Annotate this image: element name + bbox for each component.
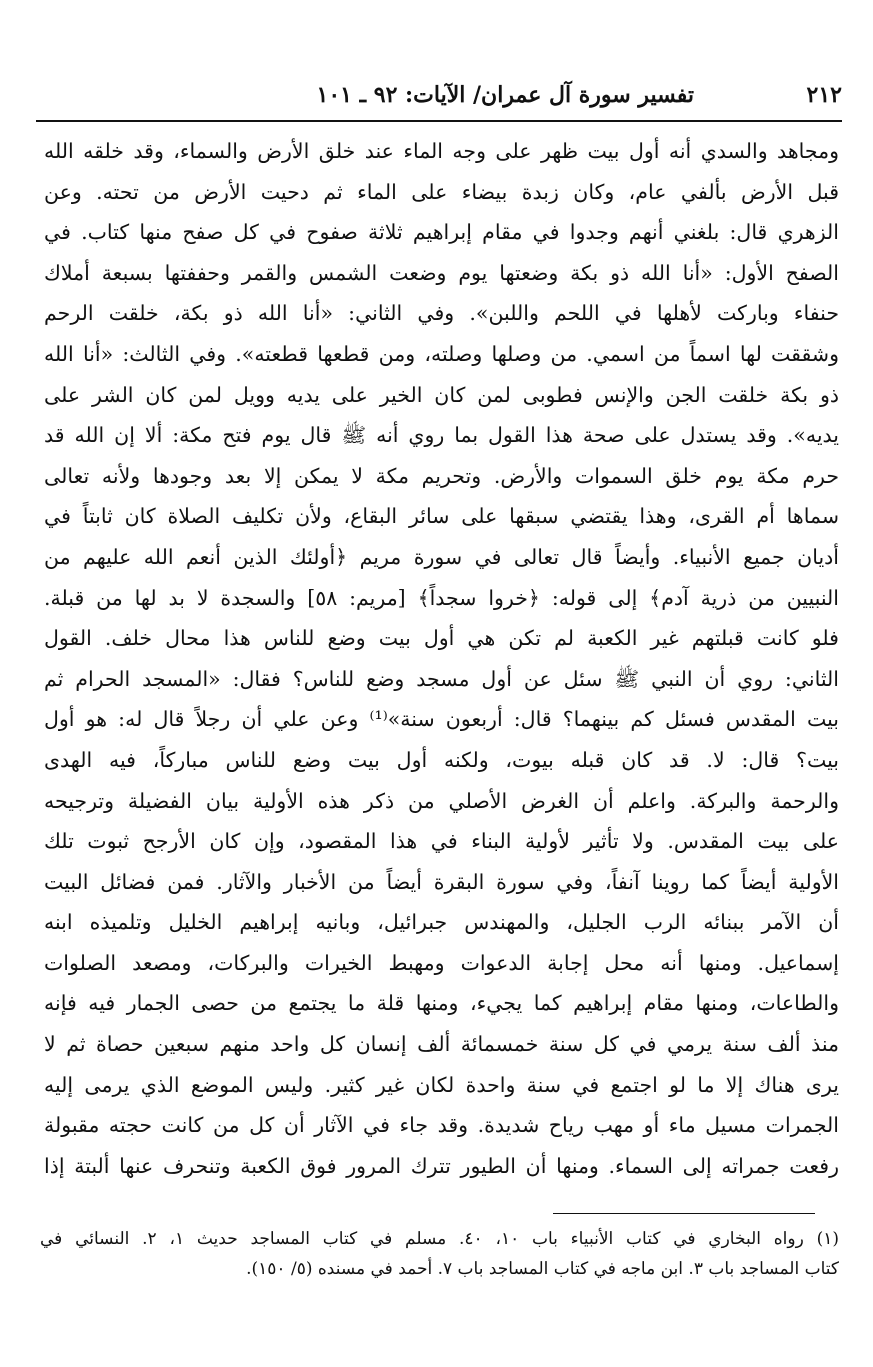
text-line: الزهري قال: بلغني أنهم وجدوا في مقام إبراهيم ثلاثة صفوح في كل صفح منها كتاب. في [44, 220, 839, 245]
running-header [36, 82, 842, 116]
text-line: حنفاء وباركت لأهلها في اللحم واللبن». وفي الثاني: «أنا الله ذو بكة، خلقت الرحم [44, 301, 839, 326]
footnotes [40, 1224, 839, 1284]
text-line: إسماعيل. ومنها أنه محل إجابة الدعوات ومهبط الخيرات والبركات، ومصعد الصلوات [44, 950, 839, 975]
text-line: الجمرات مسيل ماء أو مهب رياح شديدة. وقد جاء في الآثار أن كل من كانت حجته مقبولة [44, 1113, 839, 1138]
text-line: منذ ألف سنة يرمي في كل سنة خمسمائة ألف إنسان كل واحد منهم سبعين حصاة ثم لا [44, 1032, 839, 1057]
header-divider [36, 120, 842, 122]
text-line: يرى هناك إلا ما لو اجتمع في سنة واحدة لكان غير كثير. وليس الموضع الذي يرمى إليه [44, 1072, 839, 1097]
text-line: أديان جميع الأنبياء. وأيضاً قال تعالى في سورة مريم ﴿أولئك الذين أنعم الله عليهم من [44, 544, 839, 569]
text-line: على بيت المقدس. ولا تأثير لأولية البناء في هذا المقصود، وإن كان الأرجح ثبوت تلك [44, 829, 839, 854]
text-line: والطاعات، ومنها مقام إبراهيم كما يجيء، ومنها قلة ما يجتمع من حصى الجمار فيه فإنه [44, 991, 839, 1016]
text-line: قبل الأرض بألفي عام، وكان زبدة بيضاء على الماء ثم دحيت الأرض من تحته. وعن [44, 179, 839, 204]
footnote-line: (١) رواه البخاري في كتاب الأنبياء باب ١٠، ٤٠. مسلم في كتاب المساجد حديث ١، ٢. النسائي في [40, 1229, 840, 1249]
text-line: والرحمة والبركة. واعلم أن الغرض الأصلي من ذكر هذه الأولية بيان الفضيلة وترجيحه [44, 788, 839, 813]
running-title: تفسير سورة آل عمران/ الآيات: ٩٢ ـ ١٠١ [316, 82, 694, 108]
text-line: الصفح الأول: «أنا الله ذو بكة وضعتها يوم وضعت الشمس والقمر وحففتها بسبعة أملاك [44, 260, 839, 285]
text-line: سماها أم القرى، وهذا يقتضي سبقها على سائر البقاع، ولأن تكليف الصلاة كان ثابتاً في [44, 504, 839, 529]
text-line: الأولية أيضاً كما روينا آنفاً، وفي سورة البقرة أيضاً من الأخبار والآثار. فمن فضائل البيت [44, 869, 839, 894]
text-line: الثاني: روي أن النبي ﷺ سئل عن أول مسجد وضع للناس؟ فقال: «المسجد الحرام ثم [44, 666, 839, 691]
text-line: وشققت لها اسماً من اسمي. من وصلها وصلته، ومن قطعها قطعته». وفي الثالث: «أنا الله [44, 341, 839, 366]
text-line: بيت؟ قال: لا. قد كان قبله بيوت، ولكنه أول بيت وضع للناس مباركاً، فيه الهدى [44, 747, 839, 772]
body-text [44, 131, 839, 1186]
text-line: ذو بكة خلقت الجن والإنس فطوبى لمن كان الخير على يديه وويل لمن كان الشر على [44, 382, 839, 407]
footnote-divider [553, 1213, 815, 1214]
text-line: ومجاهد والسدي أنه أول بيت ظهر على وجه الماء عند خلق الأرض والسماء، وقد خلقه الله [44, 139, 839, 163]
footnote-line: كتاب المساجد باب ٣. ابن ماجه في كتاب المساجد باب ٧. أحمد في مسنده (٥/ ١٥٠). [246, 1259, 839, 1279]
text-line: النبيين من ذرية آدم﴾ إلى قوله: ﴿خروا سجداً﴾ [مريم: ٥٨] والسجدة لا بد لها من قبلة. [44, 585, 839, 610]
page-number: ٢١٢ [806, 82, 842, 108]
text-line: فلو كانت قبلتهم غير الكعبة لم تكن هي أول بيت وضع للناس هذا محال خلف. القول [44, 626, 839, 651]
text-line: حرم مكة يوم خلق السموات والأرض. وتحريم مكة لا يمكن إلا بعد وجودها ولأنه تعالى [44, 463, 839, 488]
text-line: يديه». وقد يستدل على صحة هذا القول بما روي أنه ﷺ قال يوم فتح مكة: ألا إن الله قد [44, 423, 839, 448]
text-line: بيت المقدس فسئل كم بينهما؟ قال: أربعون سنة»⁽¹⁾ وعن علي أن رجلاً قال له: هو أول [44, 707, 839, 732]
text-line: أن الآمر ببنائه الرب الجليل، والمهندس جبرائيل، وبانيه إبراهيم الخليل وتلميذه ابنه [44, 910, 839, 935]
text-line: رفعت جمراته إلى السماء. ومنها أن الطيور تترك المرور فوق الكعبة وتنحرف عنها ألبتة إذا [44, 1153, 839, 1178]
